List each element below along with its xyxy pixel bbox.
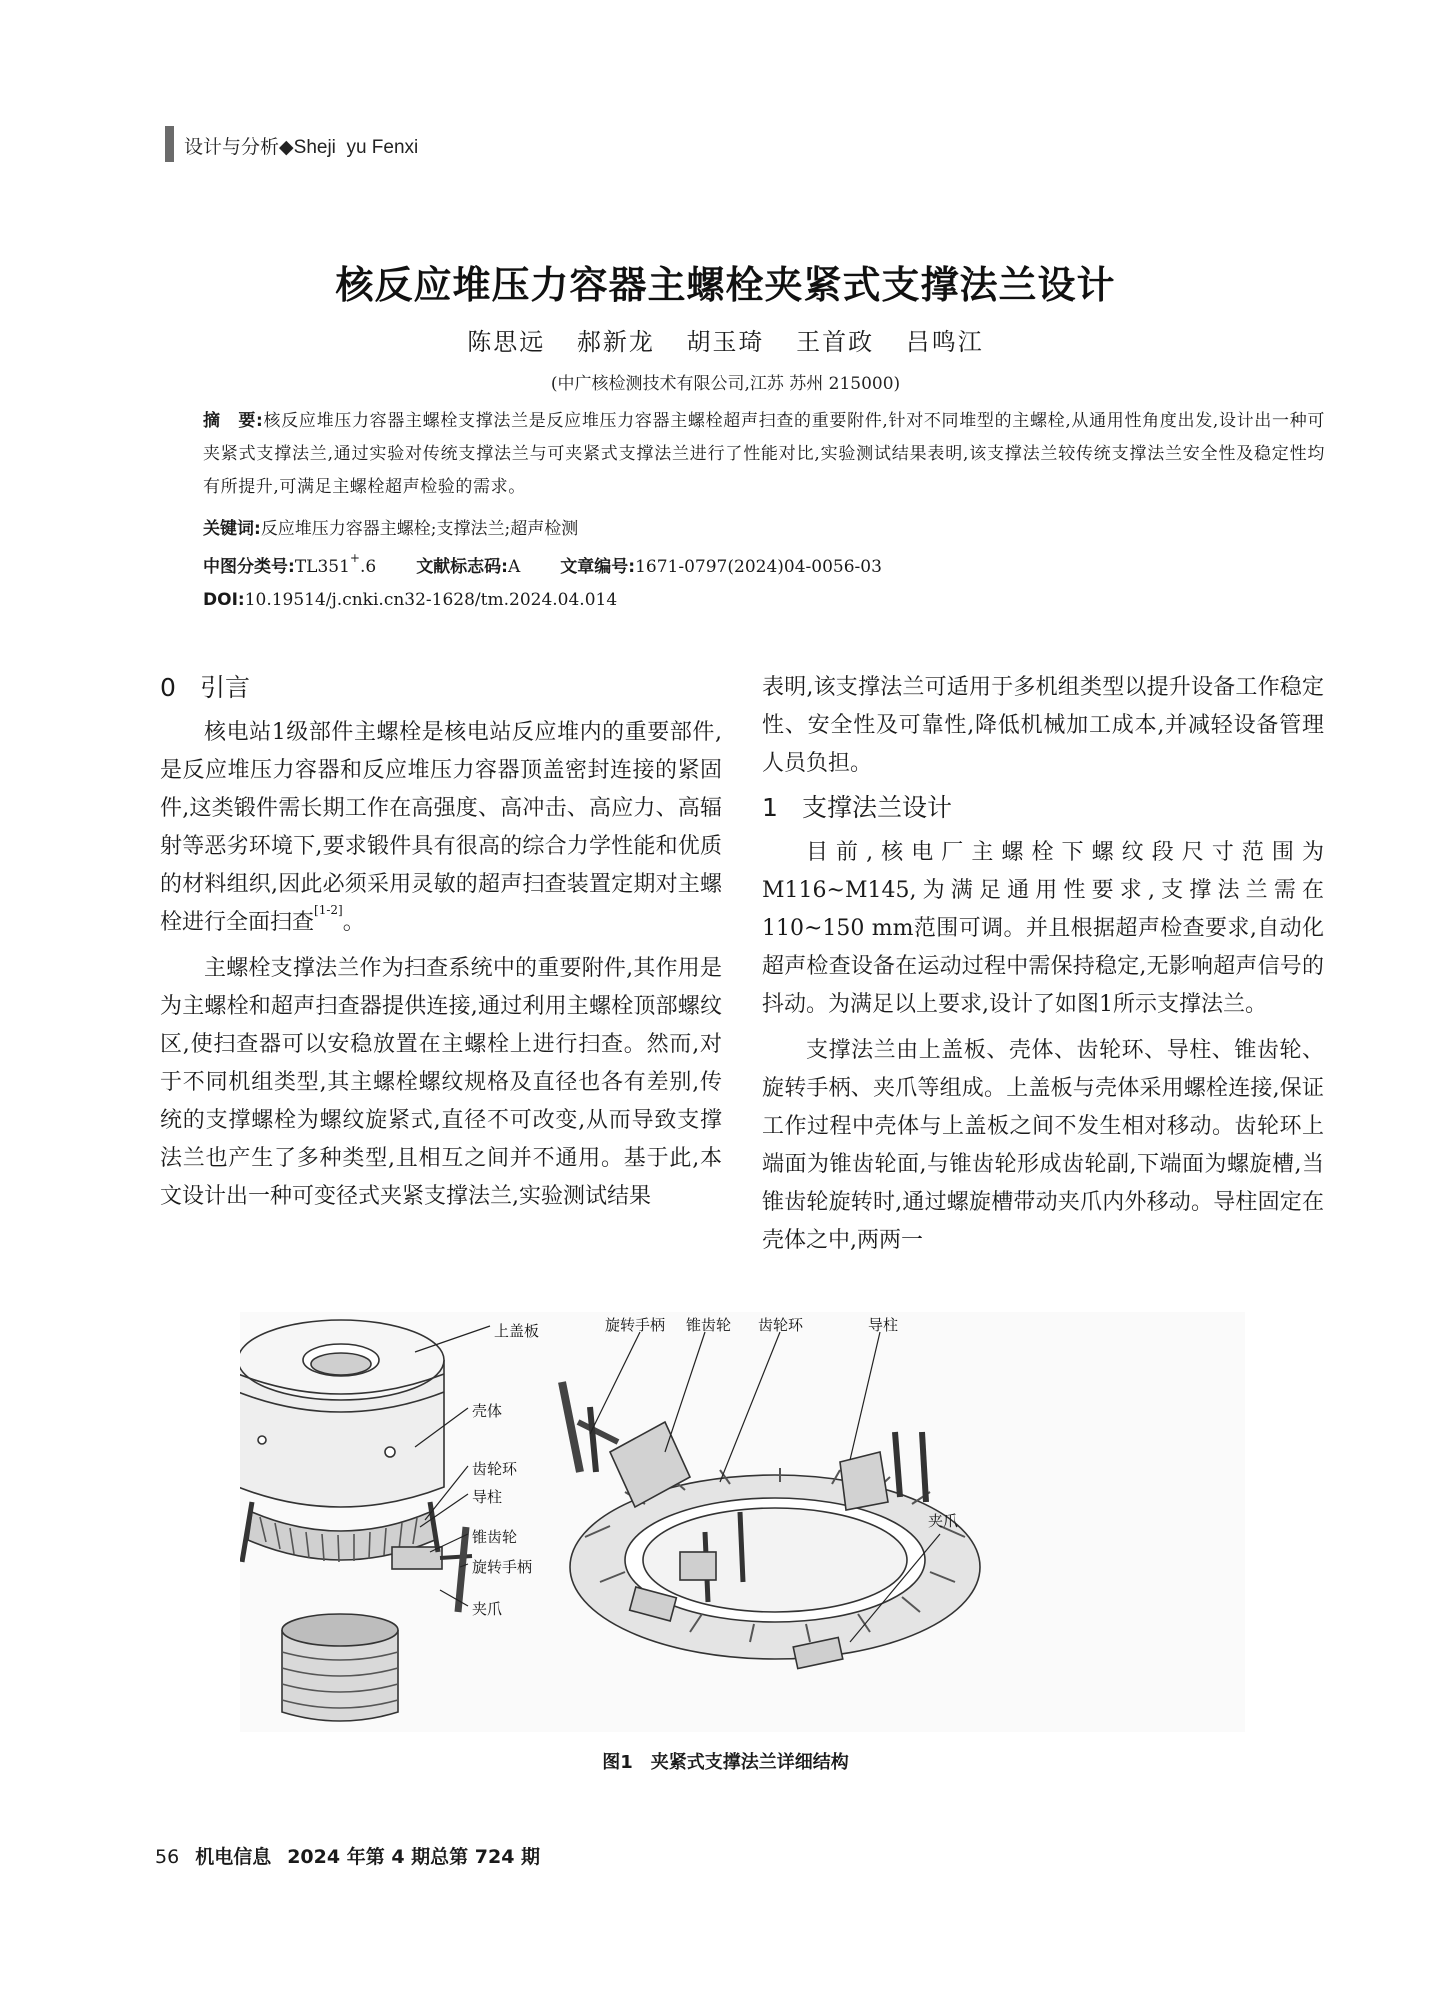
affiliation: (中广核检测技术有限公司,江苏 苏州 215000) xyxy=(550,374,901,394)
label-gear-ring: 齿轮环 xyxy=(472,1460,518,1478)
label-r-clamp-jaw: 夹爪 xyxy=(928,1512,959,1530)
section-1-number: 1 xyxy=(762,793,778,822)
section-0-title: 引言 xyxy=(200,673,251,702)
section-name-en: Sheji yu Fenxi xyxy=(293,137,419,158)
caption-number: 图1 xyxy=(602,1752,633,1773)
doc-code-value: A xyxy=(508,557,521,577)
article-no-value: 1671-0797(2024)04-0056-03 xyxy=(635,557,882,577)
left-column xyxy=(160,669,722,1216)
label-clamp-jaw: 夹爪 xyxy=(472,1600,503,1618)
label-top-cover: 上盖板 xyxy=(494,1322,540,1340)
label-r-guide-post: 导柱 xyxy=(868,1316,899,1334)
figure-1 xyxy=(240,1312,1245,1732)
doc-code-label: 文献标志码: xyxy=(416,557,508,577)
doi-line xyxy=(203,590,617,610)
issue-info: 2024 年第 4 期总第 724 期 xyxy=(287,1846,541,1868)
intro-paragraph-2: 主螺栓支撑法兰作为扫查系统中的重要附件,其作用是为主螺栓和超声扫查器提供连接,通过利用主螺栓顶部螺纹区,使扫查器可以安稳放置在主螺栓上进行扫查。然而,对于不同机组类型,其主螺栓螺纹规格及直径也各有差别,传统的支撑螺栓为螺纹旋紧式,直径不可改变,从而导致支撑法兰也产生了多种类型,且相互之间并不通用。基于此,本文设计出一种可变径式夹紧支撑法兰,实验测试结果 xyxy=(160,956,722,1209)
intro-p1-text: 核电站1级部件主螺栓是核电站反应堆内的重要部件,是反应堆压力容器和反应堆压力容器顶盖密封连接的紧固件,这类锻件需长期工作在高强度、高冲击、高应力、高辐射等恶劣环境下,要求锻件具有很高的综合力学性能和优质的材料组织,因此必须采用灵敏的超声扫查装置定期对主螺栓进行全面扫查 xyxy=(160,720,722,935)
clc-label: 中图分类号: xyxy=(203,557,295,577)
label-r-gear-ring: 齿轮环 xyxy=(758,1316,804,1334)
page-footer xyxy=(155,1842,540,1869)
diamond-icon: ◆ xyxy=(279,136,294,158)
design-paragraph-2: 支撑法兰由上盖板、壳体、齿轮环、导柱、锥齿轮、旋转手柄、夹爪等组成。上盖板与壳体采用螺栓连接,保证工作过程中壳体与上盖板之间不发生相对移动。齿轮环上端面为锥齿轮面,与锥齿轮形成齿轮副,下端面为螺旋槽,当锥齿轮旋转时,通过螺旋槽带动夹爪内外移动。导柱固定在壳体之中,两两一 xyxy=(762,1038,1324,1253)
label-rotary-handle: 旋转手柄 xyxy=(472,1558,533,1576)
section-0-heading xyxy=(160,669,722,707)
page-number: 56 xyxy=(155,1846,180,1868)
label-r-rotary-handle: 旋转手柄 xyxy=(605,1316,666,1334)
keywords-label: 关键词: xyxy=(203,519,261,539)
design-paragraph-1: 目前,核电厂主螺栓下螺纹段尺寸范围为M116~M145,为满足通用性要求,支撑法兰需在110~150 mm范围可调。并且根据超声检查要求,自动化超声检查设备在运动过程中需保持稳定,无影响超声信号的抖动。为满足以上要求,设计了如图1所示支撑法兰。 xyxy=(762,840,1324,1017)
clc-value: TL351 xyxy=(294,557,350,577)
clc-suffix: .6 xyxy=(359,557,377,577)
paper-title: 核反应堆压力容器主螺栓夹紧式支撑法兰设计 xyxy=(335,263,1116,307)
caption-text: 夹紧式支撑法兰详细结构 xyxy=(650,1752,849,1773)
keywords xyxy=(203,514,578,539)
intro-paragraph-1 xyxy=(160,714,722,942)
section-0-number: 0 xyxy=(160,673,176,702)
abstract-label: 摘 要: xyxy=(203,411,264,431)
abstract xyxy=(203,405,1325,504)
doi-value: 10.19514/j.cnki.cn32-1628/tm.2024.04.014 xyxy=(244,590,618,610)
intro-continuation: 表明,该支撑法兰可适用于多机组类型以提升设备工作稳定性、安全性及可靠性,降低机械加工成本,并减轻设备管理人员负担。 xyxy=(762,675,1324,776)
right-column xyxy=(762,669,1324,1260)
section-marker-bar xyxy=(165,126,174,162)
section-1-heading xyxy=(762,789,1324,827)
doi-label: DOI: xyxy=(203,590,245,610)
journal-name: 机电信息 xyxy=(195,1846,272,1868)
classification-line xyxy=(203,552,882,577)
authors: 陈思远 郝新龙 胡玉琦 王首政 吕鸣江 xyxy=(467,328,984,356)
clc-sup: + xyxy=(349,551,360,565)
keywords-text: 反应堆压力容器主螺栓;支撑法兰;超声检测 xyxy=(260,519,579,539)
citation-ref: [1-2] xyxy=(314,903,343,917)
label-r-bevel-gear: 锥齿轮 xyxy=(686,1316,732,1334)
section-name-cn: 设计与分析 xyxy=(184,136,280,158)
section-1-title: 支撑法兰设计 xyxy=(802,793,953,822)
label-housing: 壳体 xyxy=(472,1402,503,1420)
intro-p1-end: 。 xyxy=(342,910,365,935)
flange-illustration xyxy=(240,1312,1245,1732)
figure-caption xyxy=(0,1748,1451,1774)
abstract-text: 核反应堆压力容器主螺栓支撑法兰是反应堆压力容器主螺栓超声扫查的重要附件,针对不同堆型的主螺栓,从通用性角度出发,设计出一种可夹紧式支撑法兰,通过实验对传统支撑法兰与可夹紧式支撑法兰进行了性能对比,实验测试结果表明,该支撑法兰较传统支撑法兰安全性及稳定性均有所提升,可满足主螺栓超声检验的需求。 xyxy=(203,411,1325,497)
section-header xyxy=(184,132,418,159)
label-guide-post: 导柱 xyxy=(472,1488,503,1506)
label-bevel-gear: 锥齿轮 xyxy=(472,1528,518,1546)
article-no-label: 文章编号: xyxy=(560,557,636,577)
